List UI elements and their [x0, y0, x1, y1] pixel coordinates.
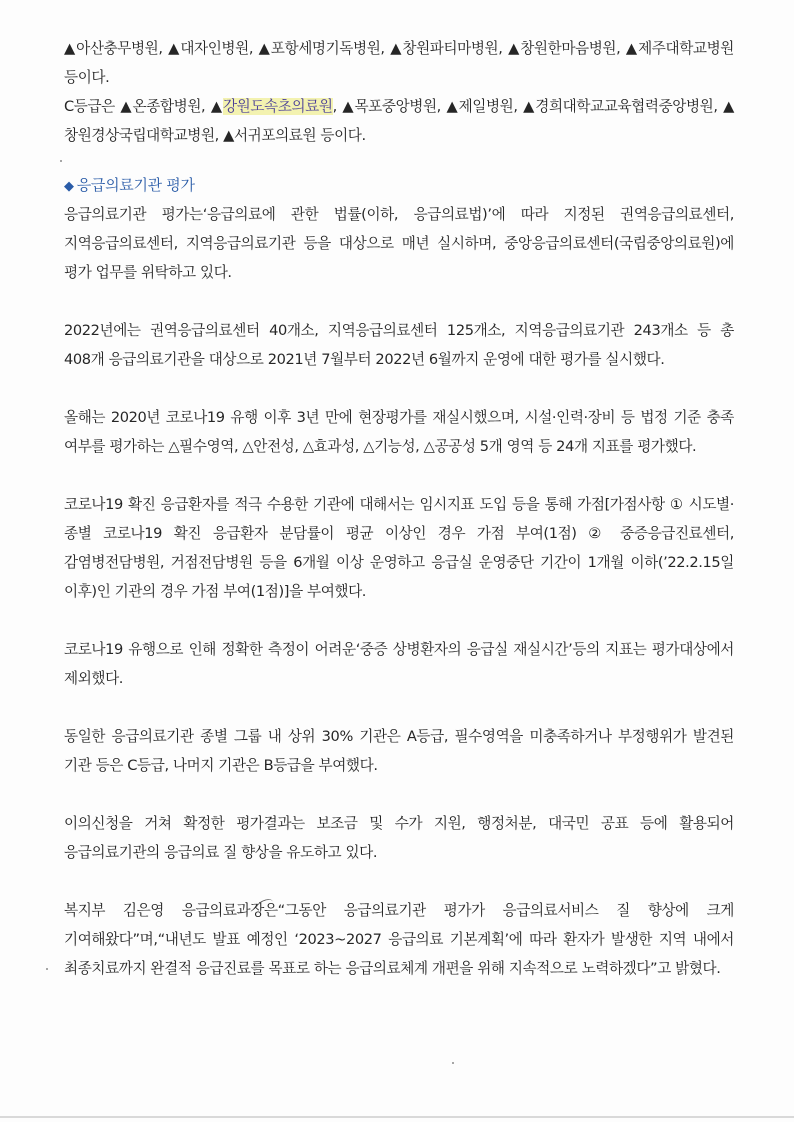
- c-grade-text-end: , ▲목포중앙병원, ▲제일병원, ▲경희대학교교육협력중앙병원, ▲창원경상국립대학교병원, ▲서귀포의료원 등이다.: [64, 98, 734, 144]
- paragraph-c-grade: [64, 92, 734, 150]
- bottom-scan-edge: [0, 1116, 794, 1118]
- spacer: [64, 150, 734, 172]
- scan-speck: [60, 160, 62, 162]
- scan-speck: [46, 968, 48, 970]
- spacer: [64, 867, 734, 896]
- spacer: [64, 606, 734, 635]
- paragraph-covid-bonus: 코로나19 확진 응급환자를 적극 수용한 기관에 대해서는 임시지표 도입 등을 통해 가점[가점사항 ① 시도별·종별 코로나19 확진 응급환자 분담률이 평균 이상인 경우 가점 부여(1점) ② 중증응급진료센터, 감염병전담병원, 거점전담병원 등을 6개월 이상 운영하고 응급실 운영중단 기간이 1개월 이하(’22.2.15일 이후)인 기관의 경우 가점 부여(1점)]을 부여했다.: [64, 496, 734, 600]
- spacer: [64, 780, 734, 809]
- paragraph-excluded-indicators: 코로나19 유행으로 인해 정확한 측정이 어려운‘중증 상병환자의 응급실 재실시간’등의 지표는 평가대상에서 제외했다.: [64, 641, 734, 687]
- paragraph-b-grade-continued: ▲아산충무병원, ▲대자인병원, ▲포항세명기독병원, ▲창원파티마병원, ▲창원한마음병원, ▲제주대학교병원 등이다.: [64, 40, 734, 86]
- paragraph-2022-evaluation: 2022년에는 권역응급의료센터 40개소, 지역응급의료센터 125개소, 지역응급의료기관 243개소 등 총 408개 응급의료기관을 대상으로 2021년 7월부터 2022년 6월까지 운영에 대한 평가를 실시했다.: [64, 322, 734, 368]
- c-grade-text-start: C등급은 ▲온종합병원, ▲: [64, 98, 223, 115]
- spacer: [64, 287, 734, 316]
- highlighted-hospital-name: 강원도속초의료원: [222, 98, 333, 115]
- paragraph-this-year: 올해는 2020년 코로나19 유행 이후 3년 만에 현장평가를 재실시했으며, 시설·인력·장비 등 법정 기준 충족 여부를 평가하는 △필수영역, △안전성, △효과성, △기능성, △공공성 5개 영역 등 24개 지표를 평가했다.: [64, 409, 734, 455]
- document-body: [64, 34, 734, 983]
- paragraph-official-quote: 복지부 김은영 응급의료과장은“그동안 응급의료기관 평가가 응급의료서비스 질 향상에 크게 기여해왔다”며,“내년도 발표 예정인 ‘2023~2027 응급의료 기본계획’에 따라 환자가 발생한 지역 내에서 최종치료까지 완결적 응급진료를 목표로 하는 응급의료체계 개편을 위해 지속적으로 노력하겠다”고 밝혔다.: [64, 902, 734, 977]
- diamond-icon: ◆: [64, 179, 74, 194]
- spacer: [64, 693, 734, 722]
- section-heading: [64, 172, 734, 200]
- paragraph-grade-criteria: 동일한 응급의료기관 종별 그룹 내 상위 30% 기관은 A등급, 필수영역을 미충족하거나 부정행위가 발견된 기관 등은 C등급, 나머지 기관은 B등급을 부여했다.: [64, 728, 734, 774]
- paragraph-results-use: 이의신청을 거쳐 확정한 평가결과는 보조금 및 수가 지원, 행정처분, 대국민 공표 등에 활용되어 응급의료기관의 응급의료 질 향상을 유도하고 있다.: [64, 815, 734, 861]
- spacer: [64, 461, 734, 490]
- spacer: [64, 374, 734, 403]
- section-heading-text: 응급의료기관 평가: [76, 176, 195, 194]
- scan-speck: [452, 1062, 454, 1064]
- paragraph-evaluation-intro: 응급의료기관 평가는‘응급의료에 관한 법률(이하, 응급의료법)’에 따라 지정된 권역응급의료센터, 지역응급의료센터, 지역응급의료기관 등을 대상으로 매년 실시하며, 중앙응급의료센터(국립중앙의료원)에 평가 업무를 위탁하고 있다.: [64, 206, 734, 281]
